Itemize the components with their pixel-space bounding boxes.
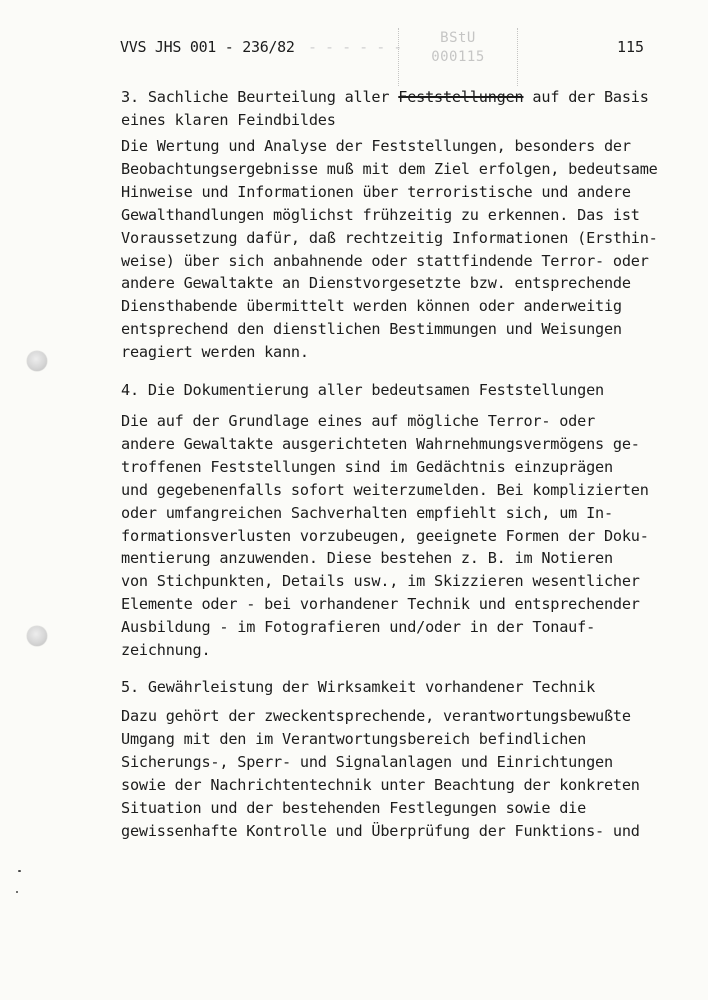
text-line: Umgang mit den im Verantwortungsbereich befindlichen bbox=[121, 729, 587, 748]
text-line: Situation und der bestehenden Festlegungen sowie die bbox=[121, 798, 587, 817]
faint-underline: - - - - - - bbox=[308, 38, 402, 56]
text-line: gewissenhafte Kontrolle und Überprüfung der Funktions- und bbox=[121, 821, 640, 840]
text-line: Dazu gehört der zweckentsprechende, verantwortungsbewußte bbox=[121, 707, 631, 725]
archive-stamp bbox=[398, 28, 518, 86]
punch-hole bbox=[27, 626, 47, 646]
page-number: 115 bbox=[617, 38, 645, 56]
stamp-number: 000115 bbox=[431, 49, 485, 65]
text-line: andere Gewaltakte an Dienstvorgesetzte bzw. entsprechende bbox=[121, 274, 631, 293]
text-line: Sicherungs-, Sperr- und Signalanlagen und Einrichtungen bbox=[121, 752, 613, 771]
text-line: oder umfangreichen Sachverhalten empfiehlt sich, um In- bbox=[121, 503, 613, 522]
section-5-heading: 5. Gewährleistung der Wirksamkeit vorhandener Technik bbox=[121, 678, 596, 696]
text-line: Elemente oder - bei vorhandener Technik und entsprechender bbox=[121, 595, 640, 614]
text-line: von Stichpunkten, Details usw., im Skizzieren wesentlicher bbox=[121, 572, 640, 591]
punch-hole bbox=[27, 351, 47, 371]
heading-part: auf der Basis bbox=[523, 88, 649, 106]
text-line: Beobachtungsergebnisse muß mit dem Ziel erfolgen, bedeutsame bbox=[121, 159, 658, 178]
text-line: Voraussetzung dafür, daß rechtzeitig Informationen (Ersthin- bbox=[121, 228, 658, 247]
text-line: Ausbildung - im Fotografieren und/oder in der Tonauf- bbox=[121, 618, 596, 637]
text-line: troffenen Feststellungen sind im Gedächtnis einzuprägen bbox=[121, 457, 613, 476]
text-line: Die auf der Grundlage eines auf mögliche Terror- oder bbox=[121, 412, 596, 430]
text-line: weise) über sich anbahnende oder stattfindende Terror- oder bbox=[121, 251, 649, 270]
text-line: Gewalthandlungen möglichst frühzeitig zu erkennen. Das ist bbox=[121, 205, 640, 224]
text-line: entsprechend den dienstlichen Bestimmungen und Weisungen bbox=[121, 320, 622, 339]
text-line: zeichnung. bbox=[121, 641, 211, 660]
text-line: formationsverlusten vorzubeugen, geeignete Formen der Doku- bbox=[121, 526, 649, 545]
section-4-body bbox=[121, 410, 649, 662]
heading-part: 3. Sachliche Beurteilung aller bbox=[121, 88, 399, 106]
section-5-body bbox=[121, 705, 640, 842]
stamp-agency: BStU bbox=[440, 30, 476, 46]
text-line: mentierung anzuwenden. Diese bestehen z. B. im Notieren bbox=[121, 549, 613, 568]
text-line: andere Gewaltakte ausgerichteten Wahrnehmungsvermögens ge- bbox=[121, 434, 640, 453]
text-line: Diensthabende übermittelt werden können oder anderweitig bbox=[121, 297, 622, 316]
text-line: reagiert werden kann. bbox=[121, 343, 309, 362]
section-3-body bbox=[121, 135, 658, 364]
section-3-heading bbox=[121, 86, 649, 109]
section-4-heading: 4. Die Dokumentierung aller bedeutsamen Feststellungen bbox=[121, 381, 604, 399]
document-reference: VVS JHS 001 - 236/82 bbox=[120, 38, 295, 56]
scan-speck bbox=[16, 891, 18, 893]
struck-word: Feststellungen bbox=[398, 88, 524, 106]
text-line: und gegebenenfalls sofort weiterzumelden. Bei komplizierten bbox=[121, 480, 649, 499]
section-3-heading-line-2: eines klaren Feindbildes bbox=[121, 111, 336, 129]
text-line: Die Wertung und Analyse der Feststellungen, besonders der bbox=[121, 137, 631, 155]
text-line: Hinweise und Informationen über terroristische und andere bbox=[121, 182, 631, 201]
text-line: sowie der Nachrichtentechnik unter Beachtung der konkreten bbox=[121, 775, 640, 794]
scan-speck bbox=[18, 870, 21, 872]
